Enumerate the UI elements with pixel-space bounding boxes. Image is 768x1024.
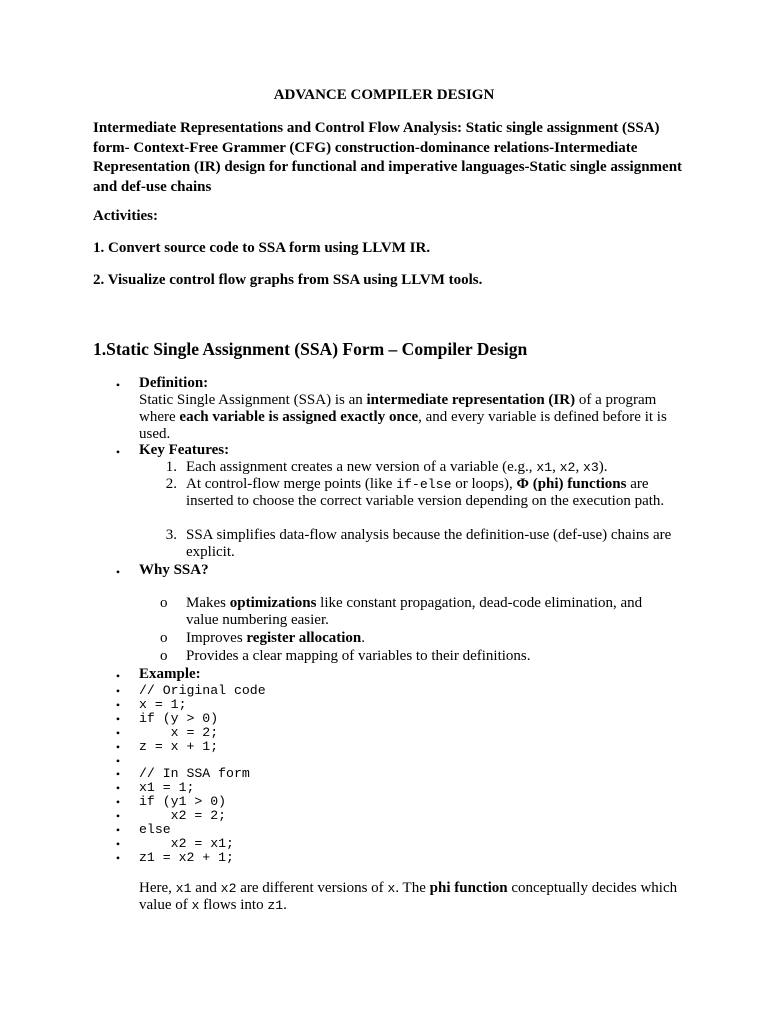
activity-item-2: 2. Visualize control flow graphs from SSA using LLVM tools. [93, 272, 483, 288]
bullet: • [115, 445, 121, 459]
key-features-label: Key Features: [139, 442, 230, 458]
bullet: • [115, 767, 121, 782]
section-heading: 1.Static Single Assignment (SSA) Form – Compiler Design [93, 339, 528, 359]
bullet: • [115, 378, 121, 392]
bullet: • [115, 711, 121, 726]
definition-label: Definition: [139, 375, 209, 391]
why-ssa-item-3: Provides a clear mapping of variables to their definitions. [186, 648, 531, 664]
key-feature-3: SSA simplifies data-flow analysis because the definition-use (def-use) chains are explicit. [186, 527, 672, 560]
key-feature-1: Each assignment creates a new version of a variable (e.g., x1, x2, x3). [186, 459, 608, 475]
activity-item-1: 1. Convert source code to SSA form using LLVM IR. [93, 240, 431, 256]
bullet: • [115, 565, 121, 579]
list-number-2: 2. [165, 476, 177, 492]
bullet: • [115, 739, 121, 754]
why-ssa-item-1: Makes optimizations like constant propagation, dead-code elimination, and value numbering easier. [186, 595, 643, 628]
bullet: • [115, 795, 121, 810]
code-line: z1 = x2 + 1; [139, 849, 234, 865]
sub-bullet-o: o [160, 648, 168, 664]
code-line: else [139, 822, 171, 837]
sub-bullet-o: o [160, 630, 168, 646]
code-line: if (y > 0) [139, 710, 219, 726]
code-line: x = 1; [139, 696, 187, 712]
definition-text: Static Single Assignment (SSA) is an intermediate representation (IR) of a program where each variable is assigned exactly once, and every variable is defined before it is used. [139, 392, 667, 442]
document-title: ADVANCE COMPILER DESIGN [273, 87, 495, 103]
bullet: • [115, 669, 121, 683]
why-ssa-item-2: Improves register allocation. [186, 630, 365, 646]
list-number-1: 1. [165, 459, 177, 475]
bullet: • [115, 836, 121, 851]
code-line: // In SSA form [139, 766, 250, 782]
bullet: • [115, 684, 121, 698]
code-line: x1 = 1; [139, 780, 195, 796]
key-feature-2: At control-flow merge points (like if-else or loops), Φ (phi) functions are inserted to choose the correct variable version depending on the execution path. [186, 476, 665, 509]
bullet: • [115, 850, 121, 865]
bullet: • [115, 823, 121, 837]
code-line: // Original code [139, 683, 266, 698]
activities-heading: Activities: [93, 208, 158, 224]
closing-paragraph: Here, x1 and x2 are different versions of x. The phi function conceptually decides which value of x flows into z1. [139, 880, 678, 913]
bullet: • [115, 781, 121, 796]
bullet: • [115, 697, 121, 712]
why-ssa-label: Why SSA? [139, 562, 209, 578]
code-line: x2 = x1; [139, 835, 234, 851]
code-line: x2 = 2; [139, 808, 227, 824]
code-line: if (y1 > 0) [139, 794, 227, 810]
bullet: • [115, 725, 121, 740]
definition-block [139, 375, 679, 443]
code-line: z = x + 1; [139, 738, 219, 754]
list-number-3: 3. [165, 527, 177, 543]
example-label: Example: [139, 666, 201, 682]
code-line: x = 2; [139, 724, 219, 740]
intro-paragraph: Intermediate Representations and Control Flow Analysis: Static single assignment (SSA) form- Context-Free Grammer (CFG) construction-dominance relations-Intermediate Representation (IR) design for functional and imperative languages-Static single assignment and def-use chains [93, 120, 683, 195]
bullet: • [115, 753, 121, 768]
bullet: • [115, 809, 121, 824]
sub-bullet-o: o [160, 595, 168, 611]
